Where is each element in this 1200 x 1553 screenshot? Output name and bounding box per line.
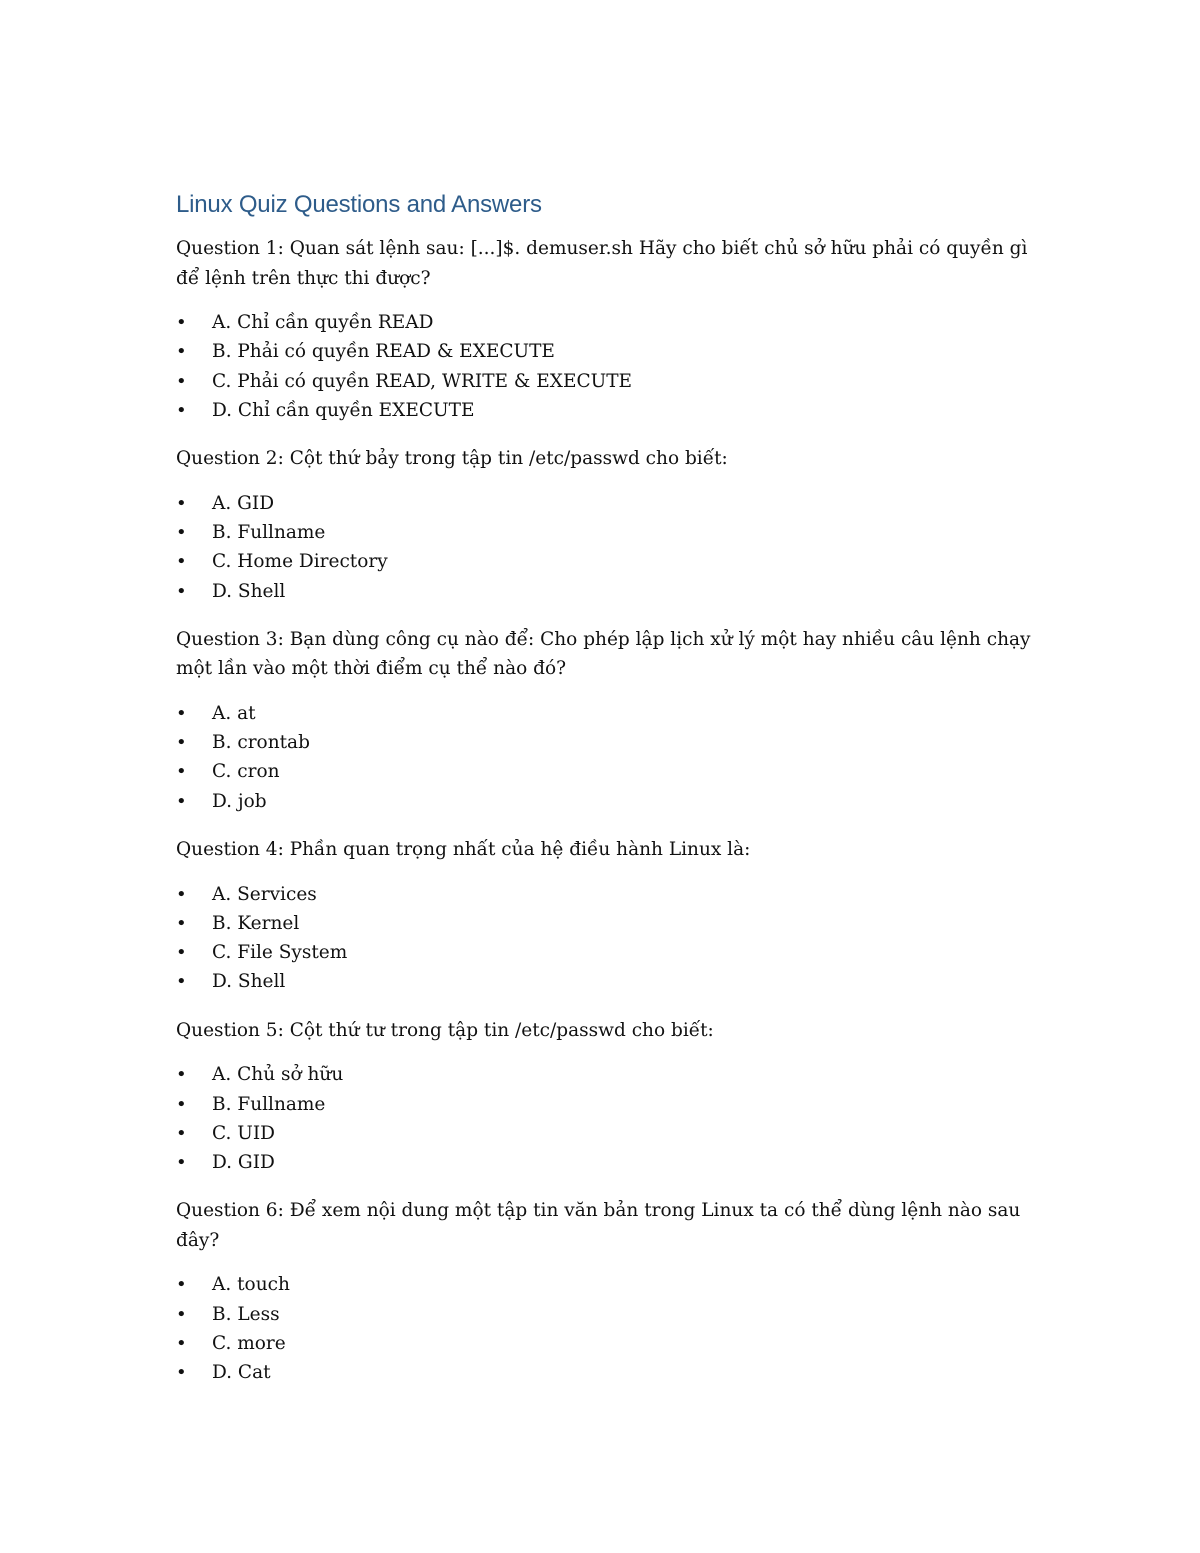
answer-option: • B. Fullname (176, 1090, 1036, 1119)
bullet-icon: • (176, 1064, 187, 1086)
answer-option: • C. more (176, 1329, 1036, 1358)
question-text: Question 2: Cột thứ bảy trong tập tin /etc/passwd cho biết: (176, 448, 728, 470)
bullet-icon: • (176, 399, 187, 421)
bullet-icon: • (176, 790, 187, 812)
bullet-icon: • (176, 1333, 187, 1355)
bullet-icon: • (176, 912, 187, 934)
bullet-icon: • (176, 521, 187, 543)
bullet-icon: • (176, 551, 187, 573)
bullet-icon: • (176, 370, 187, 392)
answer-option: • A. Chủ sở hữu (176, 1060, 1036, 1089)
question-text: Question 6: Để xem nội dung một tập tin văn bản trong Linux ta có thể dùng lệnh nào sau đây? (176, 1200, 1021, 1251)
bullet-icon: • (176, 761, 187, 783)
answer-option: • A. GID (176, 489, 1036, 518)
document-title: Linux Quiz Questions and Answers (176, 191, 542, 218)
bullet-icon: • (176, 580, 187, 602)
answer-option: • A. at (176, 699, 1036, 728)
answer-option: • D. Cat (176, 1358, 1036, 1387)
bullet-icon: • (176, 1274, 187, 1296)
answer-option: • A. Services (176, 880, 1036, 909)
bullet-icon: • (176, 312, 187, 333)
bullet-icon: • (176, 971, 187, 993)
answer-list (176, 699, 1036, 816)
answer-option: • D. Shell (176, 577, 1036, 606)
bullet-icon: • (176, 942, 187, 964)
answer-option: • D. Shell (176, 967, 1036, 996)
bullet-icon: • (176, 1362, 187, 1384)
question-block-5 (176, 1016, 1036, 1178)
document-page (176, 188, 1036, 1407)
answer-option: • D. Chỉ cần quyền EXECUTE (176, 396, 1036, 425)
bullet-icon: • (176, 492, 187, 514)
question-text: Question 1: Quan sát lệnh sau: [...]$. demuser.sh Hãy cho biết chủ sở hữu phải có quyền gì để lệnh trên thực thi được? (176, 238, 1028, 289)
answer-option: • B. Kernel (176, 909, 1036, 938)
answer-option: • B. Less (176, 1300, 1036, 1329)
answer-option: • C. Phải có quyền READ, WRITE & EXECUTE (176, 367, 1036, 396)
question-block-2 (176, 444, 1036, 606)
answer-list (176, 1060, 1036, 1177)
bullet-icon: • (176, 1303, 187, 1325)
answer-option: • C. UID (176, 1119, 1036, 1148)
bullet-icon: • (176, 1093, 187, 1115)
answer-option: • B. Phải có quyền READ & EXECUTE (176, 337, 1036, 366)
question-text: Question 3: Bạn dùng công cụ nào để: Cho phép lập lịch xử lý một hay nhiều câu lệnh chạy một lần vào một thời điểm cụ thể nào đó? (176, 628, 1031, 680)
question-block-4 (176, 835, 1036, 997)
answer-list (176, 308, 1036, 425)
question-block-6 (176, 1196, 1036, 1387)
question-block-1 (176, 234, 1036, 425)
answer-option: • C. File System (176, 938, 1036, 967)
answer-option: • C. Home Directory (176, 547, 1036, 576)
answer-list (176, 1270, 1036, 1387)
question-block-3 (176, 625, 1036, 816)
answer-option: • B. crontab (176, 728, 1036, 757)
answer-option: • A. Chỉ cần quyền READ (176, 308, 1036, 337)
bullet-icon: • (176, 732, 187, 754)
bullet-icon: • (176, 341, 187, 363)
bullet-icon: • (176, 1122, 187, 1144)
answer-option: • C. cron (176, 757, 1036, 786)
answer-list (176, 489, 1036, 606)
bullet-icon: • (176, 883, 187, 905)
question-text: Question 4: Phần quan trọng nhất của hệ điều hành Linux là: (176, 839, 751, 861)
answer-option: • D. GID (176, 1148, 1036, 1177)
bullet-icon: • (176, 702, 187, 724)
question-text: Question 5: Cột thứ tư trong tập tin /etc/passwd cho biết: (176, 1019, 714, 1041)
bullet-icon: • (176, 1152, 187, 1174)
answer-option: • A. touch (176, 1270, 1036, 1299)
answer-option: • D. job (176, 787, 1036, 816)
answer-list (176, 880, 1036, 997)
answer-option: • B. Fullname (176, 518, 1036, 547)
